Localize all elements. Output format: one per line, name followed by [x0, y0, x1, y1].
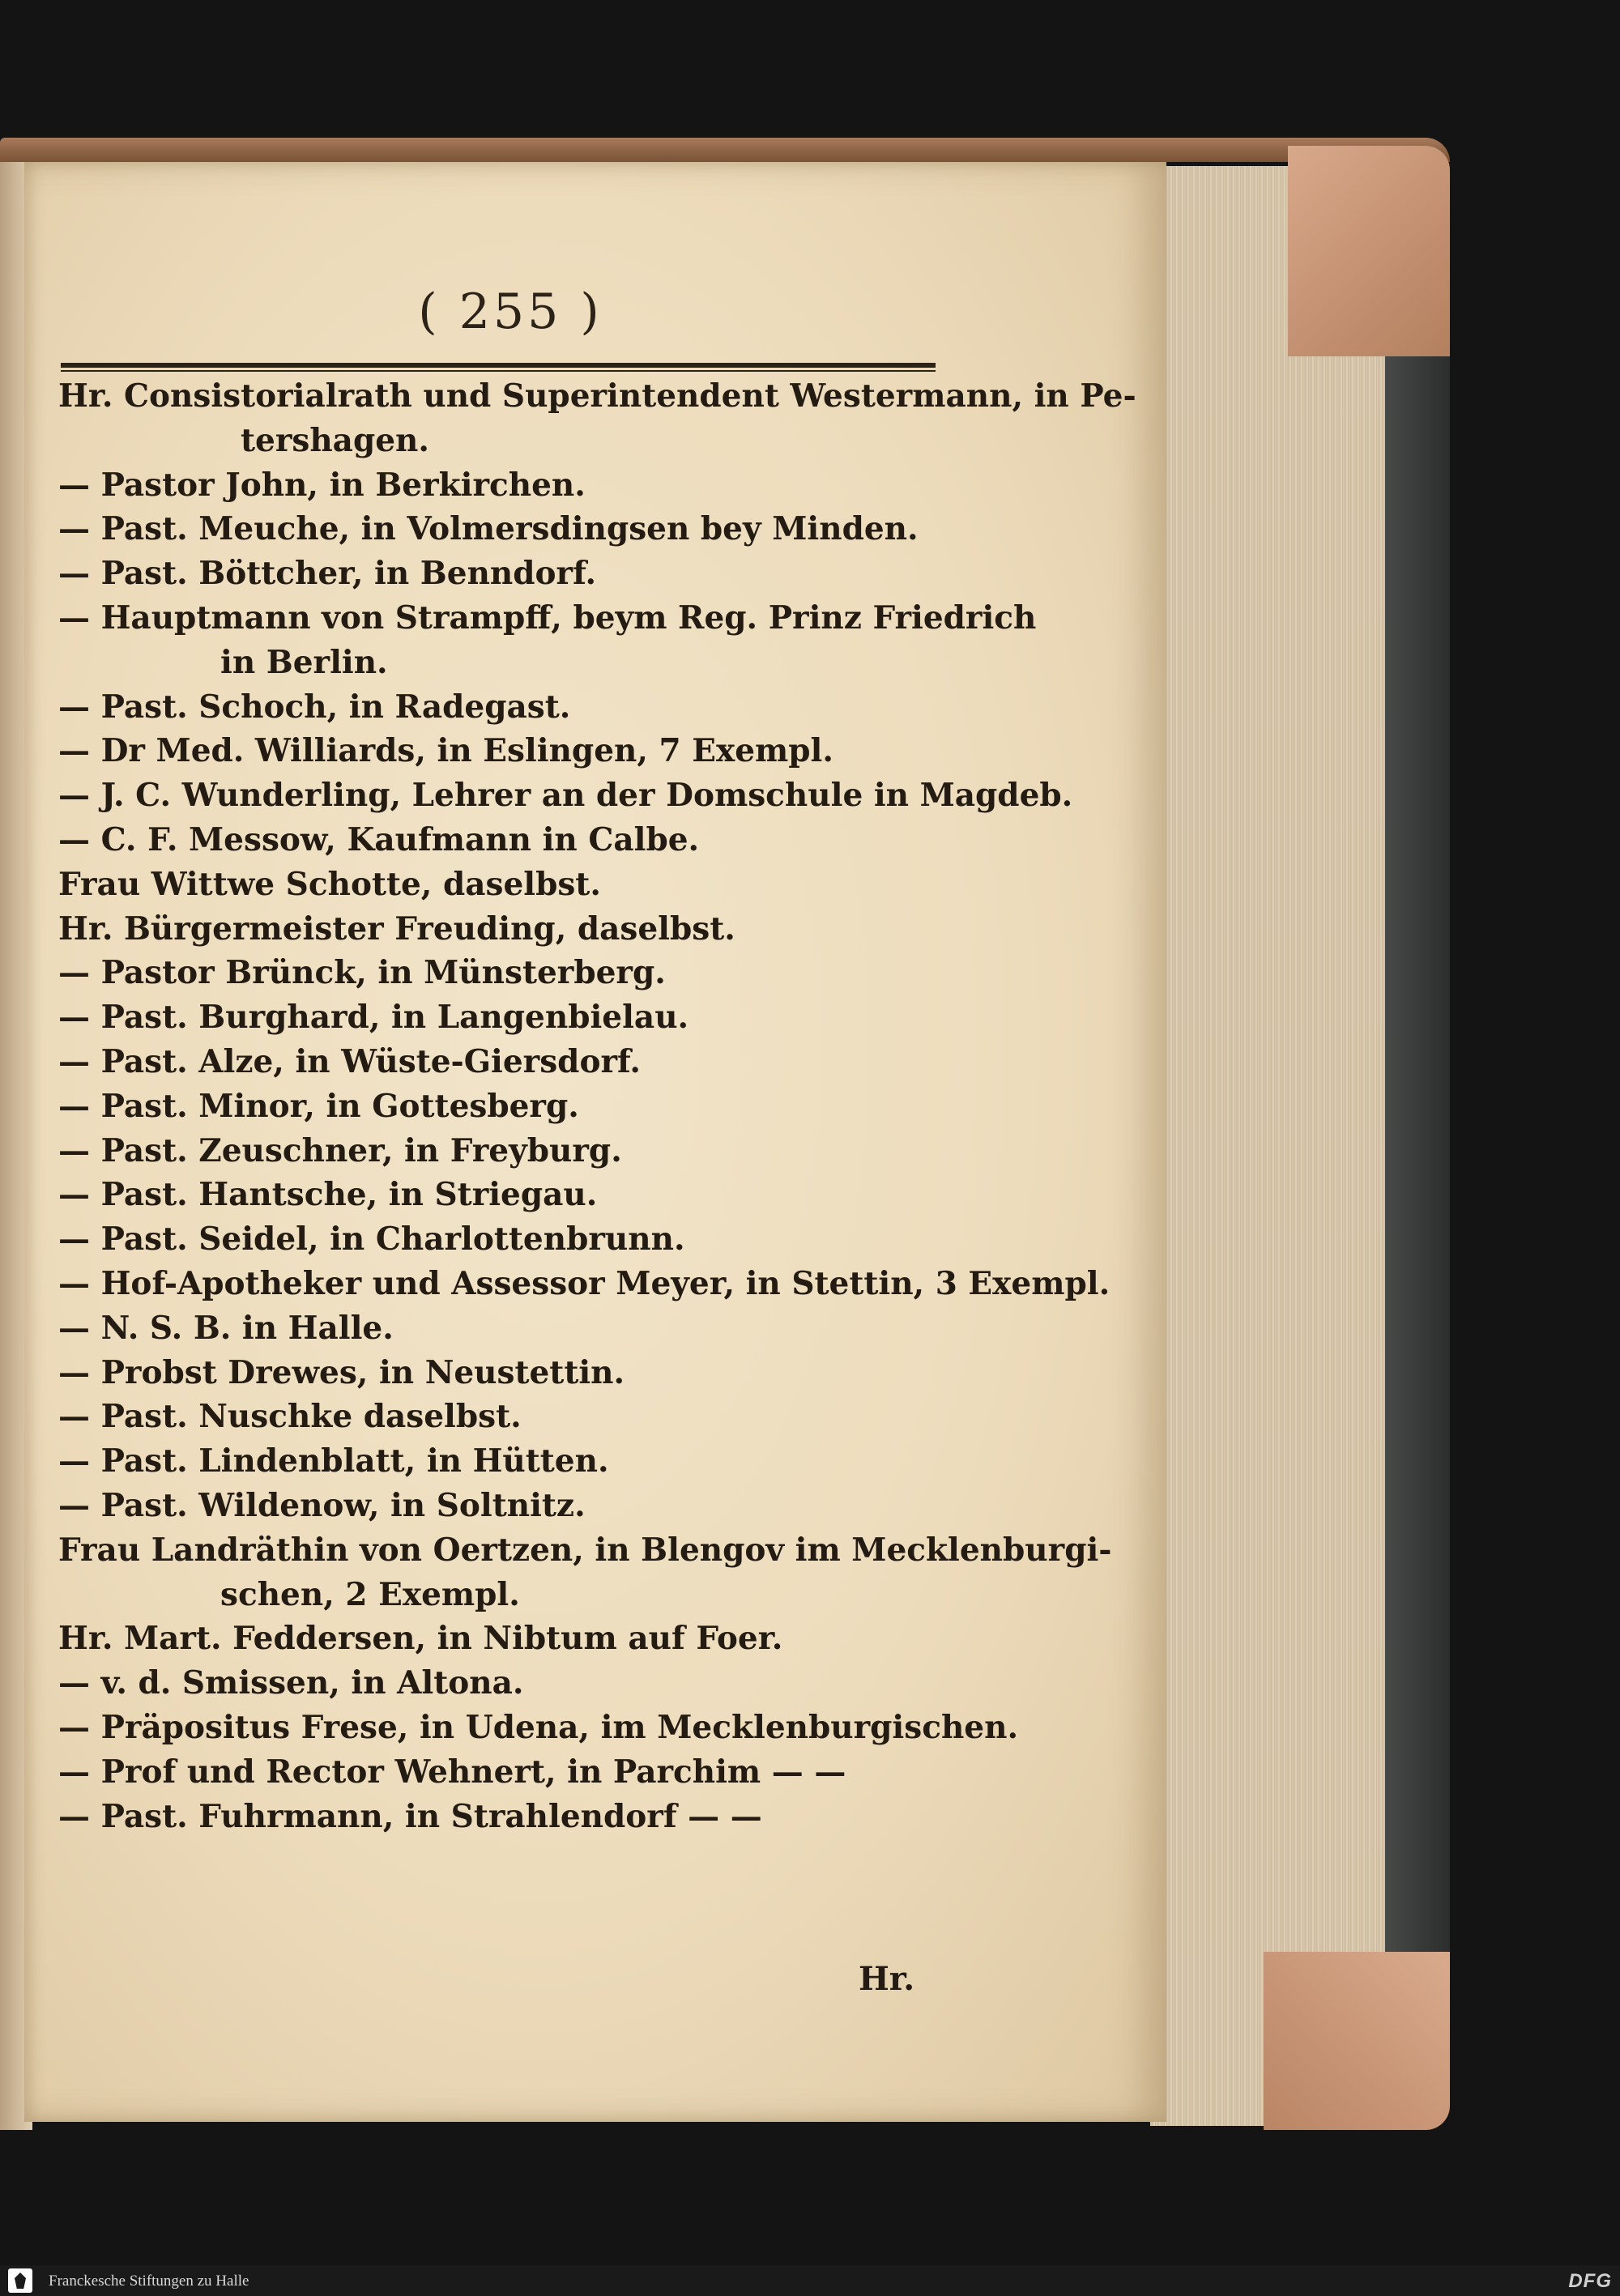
- text-line: — Past. Burghard, in Langenbielau.: [58, 999, 689, 1037]
- text-line: — Präpositus Frese, in Udena, im Mecklenburgischen.: [58, 1708, 1019, 1746]
- text-line: — Past. Alze, in Wüste-Giersdorf.: [58, 1042, 641, 1080]
- text-line: — Past. Lindenblatt, in Hütten.: [58, 1442, 609, 1480]
- text-line: — Past. Zeuschner, in Freyburg.: [58, 1131, 622, 1169]
- text-line: — Past. Seidel, in Charlottenbrunn.: [58, 1220, 685, 1259]
- book-page: [24, 162, 1166, 2122]
- text-line: schen, 2 Exempl.: [220, 1575, 520, 1613]
- text-line: Hr. Consistorialrath und Superintendent Westermann, in Pe-: [58, 377, 1136, 415]
- subscriber-list: [58, 374, 1136, 1838]
- text-line: Frau Landräthin von Oertzen, in Blengov im Mecklenburgi-: [58, 1531, 1112, 1569]
- text-line: — Pastor John, in Berkirchen.: [58, 466, 586, 504]
- text-line: — Prof und Rector Wehnert, in Parchim — —: [58, 1753, 846, 1791]
- text-line: — C. F. Messow, Kaufmann in Calbe.: [58, 820, 700, 858]
- header-rule: [61, 363, 936, 372]
- text-line: — Dr Med. Williards, in Eslingen, 7 Exempl.: [58, 732, 833, 770]
- text-line: — Past. Böttcher, in Benndorf.: [58, 555, 597, 593]
- text-line: Hr. Mart. Feddersen, in Nibtum auf Foer.: [58, 1620, 783, 1658]
- institution-logo-icon: [8, 2268, 32, 2293]
- text-line: — Hauptmann von Strampff, beym Reg. Prinz Friedrich: [58, 598, 1037, 637]
- text-line: tershagen.: [241, 421, 429, 459]
- page-edges: [1150, 166, 1385, 2126]
- text-line: — Probst Drewes, in Neustettin.: [58, 1353, 625, 1391]
- text-line: Hr. Bürgermeister Freuding, daselbst.: [58, 909, 735, 948]
- text-line: — Past. Meuche, in Volmersdingsen bey Minden.: [58, 510, 919, 548]
- catchword: Hr.: [859, 1960, 915, 1998]
- text-line: — Past. Wildenow, in Soltnitz.: [58, 1486, 586, 1524]
- viewer-footer: [0, 2265, 1620, 2296]
- text-line: in Berlin.: [220, 643, 388, 681]
- text-line: — Past. Schoch, in Radegast.: [58, 688, 571, 726]
- text-line: — Past. Fuhrmann, in Strahlendorf — —: [58, 1797, 762, 1835]
- text-line: — N. S. B. in Halle.: [58, 1309, 394, 1347]
- text-line: Frau Wittwe Schotte, daselbst.: [58, 865, 601, 903]
- leather-corner-bottom: [1264, 1952, 1450, 2130]
- text-line: — Hof-Apotheker und Assessor Meyer, in Stettin, 3 Exempl.: [58, 1264, 1111, 1302]
- book: [0, 138, 1450, 2146]
- text-line: — J. C. Wunderling, Lehrer an der Domschule in Magdeb.: [58, 777, 1073, 815]
- institution-label: Franckesche Stiftungen zu Halle: [49, 2273, 249, 2290]
- page-number: ( 255 ): [418, 283, 603, 340]
- text-line: — Past. Minor, in Gottesberg.: [58, 1087, 579, 1125]
- text-line: — v. d. Smissen, in Altona.: [58, 1664, 524, 1702]
- leather-corner-top: [1288, 146, 1450, 356]
- dfg-logo: DFG: [1568, 2270, 1612, 2292]
- text-line: — Past. Nuschke daselbst.: [58, 1398, 522, 1436]
- text-line: — Pastor Brünck, in Münsterberg.: [58, 954, 666, 992]
- text-line: — Past. Hantsche, in Striegau.: [58, 1176, 598, 1214]
- book-cover-top: [0, 138, 1450, 162]
